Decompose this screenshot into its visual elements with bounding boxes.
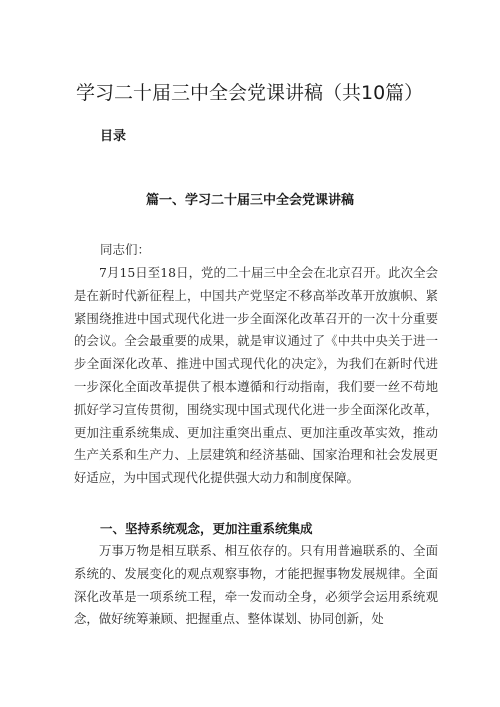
document-title: 学习二十届三中全会党课讲稿（共10篇） <box>76 82 424 104</box>
paragraph-intro: 7月15日至18日，党的二十届三中全会在北京召开。此次全会是在新时代新征程上，中国共产党坚定不移高举改革开放旗帜、紧紧围绕推进中国式现代化进一步全面深化改革召开的一次十分重要的会议。全会最重要的成果，就是审议通过了《中共中央关于进一步全面深化改革、推进中国式现代化的决定》，为我们在新时代进一步深化全面改革提供了根本遵循和行动指南，我们要一丝不苟地抓好学习宣传贯彻，围绕实现中国式现代化进一步全面深化改革，更加注重系统集成、更加注重突出重点、更加注重改革实效，推动生产关系和生产力、上层建筑和经济基础、国家治理和社会发展更好适应，为中国式现代化提供强大动力和制度保障。 <box>74 265 438 486</box>
table-of-contents-heading: 目录 <box>100 129 127 144</box>
salutation: 同志们： <box>100 242 151 257</box>
article-title: 篇一、学习二十届三中全会党课讲稿 <box>145 193 354 208</box>
section-heading: 一、坚持系统观念，更加注重系统集成 <box>100 521 313 536</box>
paragraph-section-one: 万事万物是相互联系、相互依存的。只有用普遍联系的、全面系统的、发展变化的观点观察事物，才能把握事物发展规律。全面深化改革是一项系统工程，牵一发而动全身，必须学会运用系统观念，做好统筹兼顾、把握重点、整体谋划、协同创新，处 <box>74 543 438 627</box>
